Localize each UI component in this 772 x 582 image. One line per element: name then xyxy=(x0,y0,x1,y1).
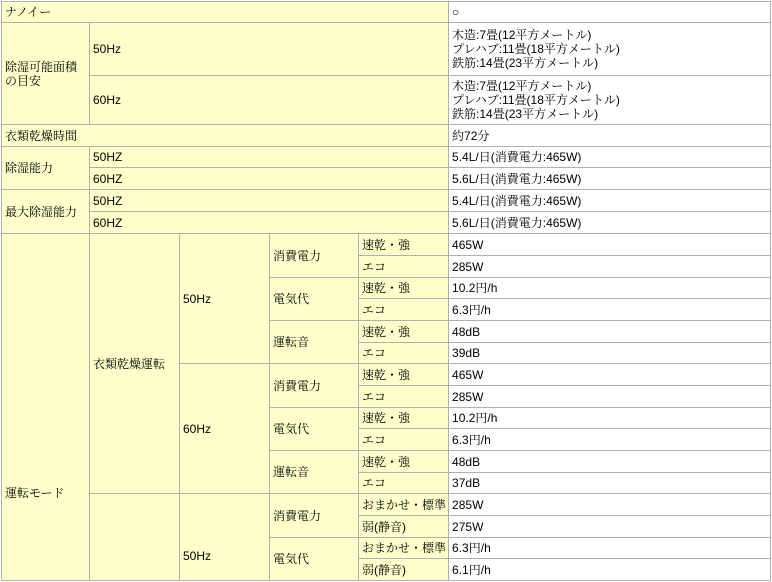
setting-nm50-cost-1: 弱(静音) xyxy=(359,559,449,581)
label-cd50-cost: 電気代 xyxy=(270,278,359,321)
label-mode: 運転モード xyxy=(2,234,90,581)
setting-cd50-noise-0: 速乾・強 xyxy=(359,321,449,343)
label-cd60-noise: 運転音 xyxy=(270,451,359,494)
setting-cd50-noise-1: エコ xyxy=(359,343,449,364)
label-area-60hz: 60Hz xyxy=(90,76,449,125)
label-next-mode-blank xyxy=(90,494,180,581)
value-cd60-cost-0: 10.2円/h xyxy=(449,408,771,429)
row-area-50hz xyxy=(2,23,771,76)
row-area-60hz xyxy=(2,76,771,125)
area-50hz-line-wood: 木造:7畳(12平方メートル) xyxy=(452,28,592,42)
label-clothes-drying: 衣類乾燥運転 xyxy=(90,234,180,494)
value-cd60-power-1: 285W xyxy=(449,386,771,408)
value-cd50-cost-0: 10.2円/h xyxy=(449,278,771,299)
label-nanoe: ナノイー xyxy=(2,2,449,23)
label-cd50-noise: 運転音 xyxy=(270,321,359,364)
value-cd50-cost-1: 6.3円/h xyxy=(449,299,771,321)
value-nanoe: ○ xyxy=(449,2,771,23)
value-cd60-cost-1: 6.3円/h xyxy=(449,429,771,451)
setting-cd60-cost-0: 速乾・強 xyxy=(359,408,449,429)
area-60hz-line-wood: 木造:7畳(12平方メートル) xyxy=(452,79,592,93)
label-nm-50hz: 50Hz xyxy=(180,494,270,581)
setting-cd60-cost-1: エコ xyxy=(359,429,449,451)
value-drying-time: 約72分 xyxy=(449,125,771,147)
value-cd60-noise-0: 48dB xyxy=(449,451,771,473)
value-max-capacity-50hz: 5.4L/日(消費電力:465W) xyxy=(449,190,771,212)
setting-cd60-noise-0: 速乾・強 xyxy=(359,451,449,473)
label-capacity: 除湿能力 xyxy=(2,147,90,190)
row-nanoe xyxy=(2,2,771,23)
label-max-capacity-60hz: 60HZ xyxy=(90,212,449,234)
setting-cd50-power-0: 速乾・強 xyxy=(359,234,449,256)
label-cd60-power: 消費電力 xyxy=(270,364,359,408)
setting-nm50-cost-0: おまかせ・標準 xyxy=(359,538,449,559)
area-60hz-line-steel: 鉄筋:14畳(23平方メートル) xyxy=(452,107,599,121)
setting-nm50-power-0: おまかせ・標準 xyxy=(359,494,449,516)
label-capacity-50hz: 50HZ xyxy=(90,147,449,168)
row-mode-nm50-power-0 xyxy=(2,494,771,516)
value-cd60-power-0: 465W xyxy=(449,364,771,386)
area-50hz-line-prefab: プレハブ:11畳(18平方メートル) xyxy=(452,42,620,56)
label-nm50-cost: 電気代 xyxy=(270,538,359,581)
value-capacity-60hz: 5.6L/日(消費電力:465W) xyxy=(449,168,771,190)
area-60hz-line-prefab: プレハブ:11畳(18平方メートル) xyxy=(452,93,620,107)
value-nm50-power-0: 285W xyxy=(449,494,771,516)
value-max-capacity-60hz: 5.6L/日(消費電力:465W) xyxy=(449,212,771,234)
label-nm50-power: 消費電力 xyxy=(270,494,359,538)
label-max-capacity-50hz: 50HZ xyxy=(90,190,449,212)
row-max-capacity-50hz xyxy=(2,190,771,212)
setting-cd60-noise-1: エコ xyxy=(359,473,449,494)
label-max-capacity: 最大除湿能力 xyxy=(2,190,90,234)
row-capacity-50hz xyxy=(2,147,771,168)
value-area-60hz xyxy=(449,76,771,125)
value-cd50-noise-0: 48dB xyxy=(449,321,771,343)
setting-cd60-power-0: 速乾・強 xyxy=(359,364,449,386)
label-area-cell xyxy=(2,23,90,125)
row-capacity-60hz xyxy=(2,168,771,190)
label-area-50hz: 50Hz xyxy=(90,23,449,76)
row-max-capacity-60hz xyxy=(2,212,771,234)
label-capacity-60hz: 60HZ xyxy=(90,168,449,190)
label-cd-60hz: 60Hz xyxy=(180,364,270,494)
setting-cd50-power-1: エコ xyxy=(359,256,449,278)
value-area-50hz xyxy=(449,23,771,76)
value-cd50-power-1: 285W xyxy=(449,256,771,278)
label-cd60-cost: 電気代 xyxy=(270,408,359,451)
value-nm50-cost-1: 6.1円/h xyxy=(449,559,771,581)
value-cd50-noise-1: 39dB xyxy=(449,343,771,364)
area-50hz-line-steel: 鉄筋:14畳(23平方メートル) xyxy=(452,56,599,70)
row-drying-time xyxy=(2,125,771,147)
label-drying-time: 衣類乾燥時間 xyxy=(2,125,449,147)
row-mode-cd50-power-0 xyxy=(2,234,771,256)
setting-cd50-cost-0: 速乾・強 xyxy=(359,278,449,299)
label-cd50-power: 消費電力 xyxy=(270,234,359,278)
label-cd-50hz: 50Hz xyxy=(180,234,270,364)
setting-cd50-cost-1: エコ xyxy=(359,299,449,321)
value-cd50-power-0: 465W xyxy=(449,234,771,256)
value-nm50-power-1: 275W xyxy=(449,516,771,538)
value-nm50-cost-0: 6.3円/h xyxy=(449,538,771,559)
setting-nm50-power-1: 弱(静音) xyxy=(359,516,449,538)
value-capacity-50hz: 5.4L/日(消費電力:465W) xyxy=(449,147,771,168)
label-area: 除湿可能面積の目安 xyxy=(5,59,78,88)
setting-cd60-power-1: エコ xyxy=(359,386,449,408)
value-cd60-noise-1: 37dB xyxy=(449,473,771,494)
spec-table xyxy=(1,1,771,581)
